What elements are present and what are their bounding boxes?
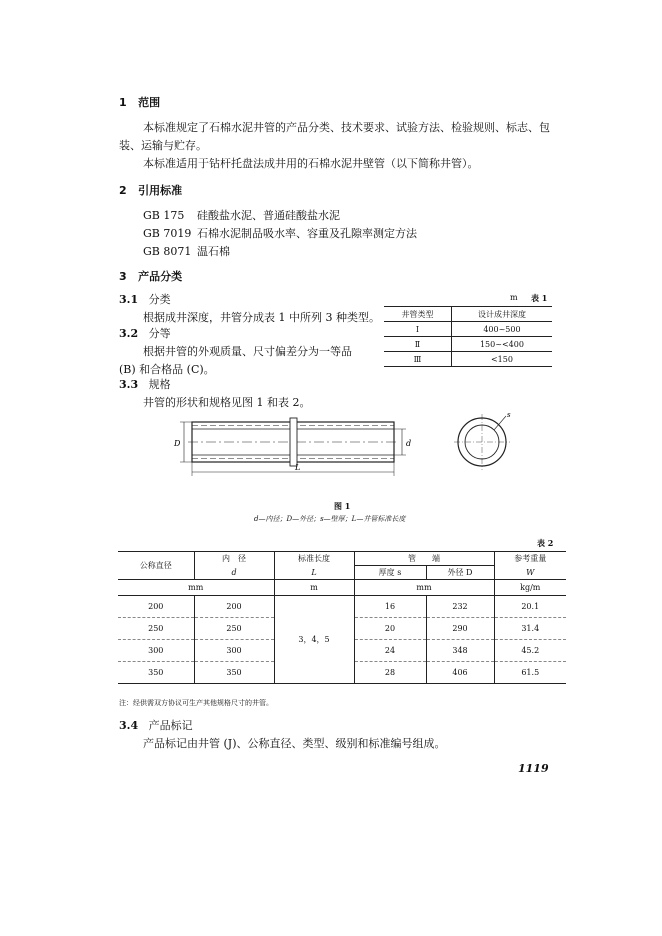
- table2-cell-length: 3，4，5: [274, 596, 354, 684]
- s33-number: 3.3: [119, 378, 139, 391]
- table1-cell: Ⅰ: [384, 322, 451, 337]
- sec1-para1b: 装、运输与贮存。: [119, 139, 207, 152]
- s31-number: 3.1: [119, 293, 139, 306]
- s31-heading: [119, 293, 171, 307]
- table1-cell: 150~<400: [451, 337, 552, 352]
- figure-label-d: d: [406, 439, 412, 448]
- sec1-para1a: 本标准规定了石棉水泥井管的产品分类、技术要求、试验方法、检验规则、标志、包: [143, 121, 550, 134]
- s32-heading: [119, 327, 171, 341]
- figure-label-s: s: [507, 411, 511, 419]
- table2-header-length: 标准长度: [274, 552, 354, 566]
- table-row: [384, 352, 552, 367]
- s34-number: 3.4: [119, 719, 139, 732]
- table2-header-weight: 参考重量: [494, 552, 566, 566]
- sec1-title: 范围: [138, 96, 161, 109]
- sec2-title: 引用标准: [138, 184, 183, 197]
- sec1-heading: [119, 96, 160, 110]
- table2-cell-inner: 250: [194, 618, 274, 640]
- table2-cell-outer: 406: [426, 662, 494, 684]
- table1-header-cell: 井管类型: [384, 307, 451, 322]
- table2-cell-thick: 20: [354, 618, 426, 640]
- table2-cell-outer: 232: [426, 596, 494, 618]
- table2-unit-mm: mm: [118, 580, 274, 596]
- table2-header-outer: 外径 D: [426, 566, 494, 580]
- table-row: [118, 596, 566, 618]
- ref-item: [143, 245, 230, 259]
- table1-cell: 400~500: [451, 322, 552, 337]
- figure1-legend: d—内径；D—外径；s—壁厚；L—井管标准长度: [254, 515, 406, 523]
- sec1-para2: 本标准适用于钻杆托盘法成井用的石棉水泥井壁管（以下简称井管）。: [143, 157, 479, 170]
- table2-header-row: [118, 552, 566, 566]
- table2-cell-thick: 16: [354, 596, 426, 618]
- s33-title: 规格: [148, 378, 171, 391]
- sec1-number: 1: [119, 96, 127, 109]
- table2-cell-thick: 24: [354, 640, 426, 662]
- ref-code: GB 7019: [143, 227, 192, 240]
- s34-title: 产品标记: [148, 719, 193, 732]
- table1-unit: m: [510, 293, 518, 302]
- page-number: 1119: [518, 762, 549, 775]
- sec3-heading: [119, 270, 182, 284]
- table2: [118, 551, 566, 684]
- ref-code: GB 175: [143, 209, 185, 222]
- table2-header-inner-sym: d: [194, 566, 274, 580]
- table1-caption: 表 1: [531, 293, 548, 303]
- s32-title: 分等: [148, 327, 171, 340]
- table1-cell: Ⅲ: [384, 352, 451, 367]
- table2-cell-nominal: 350: [118, 662, 194, 684]
- table1-cell: <150: [451, 352, 552, 367]
- table2-cell-weight: 31.4: [494, 618, 566, 640]
- table-row: [384, 337, 552, 352]
- ref-code: GB 8071: [143, 245, 192, 258]
- table2-unit-kgm: kg/m: [494, 580, 566, 596]
- table1-header-cell: 设计成井深度: [451, 307, 552, 322]
- s32-text-b: (B) 和合格品 (C)。: [119, 363, 215, 376]
- table2-cell-inner: 350: [194, 662, 274, 684]
- table2-cell-nominal: 250: [118, 618, 194, 640]
- table2-header-end: 管 端: [354, 552, 494, 566]
- table2-caption: 表 2: [537, 538, 554, 548]
- sec3-number: 3: [119, 270, 127, 283]
- pipe-end-view: [454, 414, 510, 470]
- table2-header-length-sym: L: [274, 566, 354, 580]
- ref-name: 温石棉: [197, 245, 230, 258]
- pipe-side-view: [180, 418, 406, 476]
- ref-item: [143, 209, 340, 223]
- sec3-title: 产品分类: [138, 270, 183, 283]
- table2-cell-weight: 45.2: [494, 640, 566, 662]
- table1: [384, 306, 552, 367]
- figure-label-L: L: [295, 463, 301, 472]
- table2-note: 注：经供需双方协议可生产其他规格尺寸的井管。: [119, 699, 273, 707]
- table-row: [384, 322, 552, 337]
- table2-unit-m: m: [274, 580, 354, 596]
- table2-cell-inner: 300: [194, 640, 274, 662]
- table2-header-nominal: 公称直径: [118, 552, 194, 580]
- s31-title: 分类: [148, 293, 171, 306]
- table2-unit-row: [118, 580, 566, 596]
- s33-text: 井管的形状和规格见图 1 和表 2。: [143, 396, 311, 409]
- table2-cell-nominal: 200: [118, 596, 194, 618]
- table2-cell-thick: 28: [354, 662, 426, 684]
- figure-label-D: D: [174, 439, 181, 448]
- sec2-number: 2: [119, 184, 127, 197]
- table2-header-thick: 厚度 s: [354, 566, 426, 580]
- table2-cell-outer: 348: [426, 640, 494, 662]
- table2-cell-weight: 61.5: [494, 662, 566, 684]
- s33-heading: [119, 378, 171, 392]
- figure1-caption: 图 1: [334, 501, 351, 511]
- s34-heading: [119, 719, 193, 733]
- s32-text-a: 根据井管的外观质量、尺寸偏差分为一等品: [143, 345, 352, 358]
- table1-header-row: [384, 307, 552, 322]
- table2-header-inner: 内 径: [194, 552, 274, 566]
- table2-unit-mm2: mm: [354, 580, 494, 596]
- table2-cell-inner: 200: [194, 596, 274, 618]
- table2-cell-outer: 290: [426, 618, 494, 640]
- figure1-drawing: [170, 410, 520, 482]
- s34-text: 产品标记由井管 (J)、公称直径、类型、级别和标准编号组成。: [143, 737, 446, 750]
- table2-cell-nominal: 300: [118, 640, 194, 662]
- ref-name: 石棉水泥制品吸水率、容重及孔隙率测定方法: [197, 227, 417, 240]
- ref-item: [143, 227, 417, 241]
- sec2-heading: [119, 184, 182, 198]
- table2-cell-weight: 20.1: [494, 596, 566, 618]
- s31-text: 根据成井深度，井管分成表 1 中所列 3 种类型。: [143, 311, 380, 324]
- s32-number: 3.2: [119, 327, 139, 340]
- table2-header-weight-sym: W: [526, 567, 535, 577]
- ref-name: 硅酸盐水泥、普通硅酸盐水泥: [197, 209, 340, 222]
- table1-cell: Ⅱ: [384, 337, 451, 352]
